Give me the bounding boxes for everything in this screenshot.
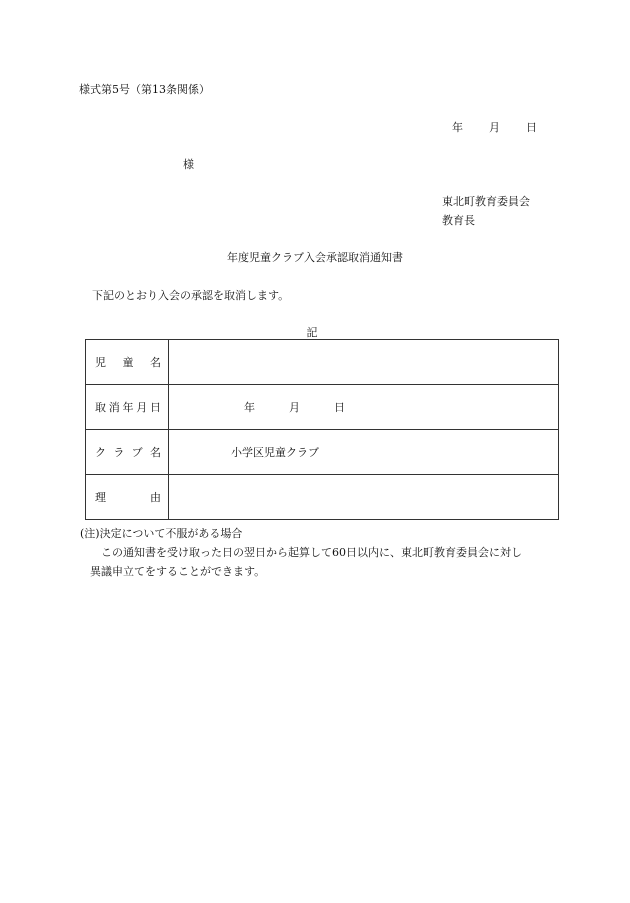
label-char: ク: [95, 446, 106, 459]
issuer-title: 教育長: [442, 214, 475, 227]
label-char: ラ: [113, 446, 125, 459]
value-club-name[interactable]: [169, 430, 559, 475]
label-char: 年: [122, 401, 134, 414]
label-char: 名: [150, 356, 161, 369]
table-row-cancel-date: [86, 385, 559, 430]
label-char: 月: [136, 401, 148, 414]
issuer-organization: 東北町教育委員会: [442, 195, 530, 208]
value-child-name[interactable]: [169, 340, 559, 385]
label-cancel-date: [86, 385, 169, 430]
issue-date: [452, 119, 537, 135]
table-row-child-name: [86, 340, 559, 385]
form-number: 様式第5号（第13条関係）: [79, 83, 210, 96]
label-char: 名: [149, 446, 161, 459]
value-cancel-date[interactable]: [169, 385, 559, 430]
note-body-line2: 異議申立てをすることができます。: [90, 565, 266, 578]
intro-text: 下記のとおり入会の承認を取消します。: [92, 289, 290, 302]
note-heading: (注)決定について不服がある場合: [80, 527, 243, 540]
label-char: 消: [108, 401, 120, 414]
label-char: 理: [95, 491, 106, 504]
label-char: 童: [122, 356, 134, 369]
cancel-date-month: 月: [289, 401, 300, 414]
details-table: [85, 339, 559, 520]
label-char: ブ: [131, 446, 143, 459]
cancel-date-year: 年: [244, 401, 255, 414]
document-title: 年度児童クラブ入会承認取消通知書: [227, 251, 403, 264]
label-char: 取: [95, 401, 106, 414]
note-body-line1: この通知書を受け取った日の翌日から起算して60日以内に、東北町教育委員会に対し: [101, 546, 522, 559]
issue-date-month: 月: [489, 121, 500, 134]
label-char: 児: [95, 356, 106, 369]
label-club-name: [86, 430, 169, 475]
label-char: 由: [150, 491, 161, 504]
value-reason[interactable]: [169, 475, 559, 520]
label-child-name: [86, 340, 169, 385]
cancel-date-day: 日: [334, 401, 345, 414]
table-row-club-name: [86, 430, 559, 475]
recipient-honorific: 様: [183, 158, 194, 171]
issue-date-year: 年: [452, 121, 463, 134]
table-row-reason: [86, 475, 559, 520]
ki-label: 記: [306, 326, 318, 339]
club-name-text: 小学区児童クラブ: [231, 446, 319, 459]
label-char: 日: [150, 401, 161, 414]
issue-date-day: 日: [526, 121, 537, 134]
label-reason: [86, 475, 169, 520]
